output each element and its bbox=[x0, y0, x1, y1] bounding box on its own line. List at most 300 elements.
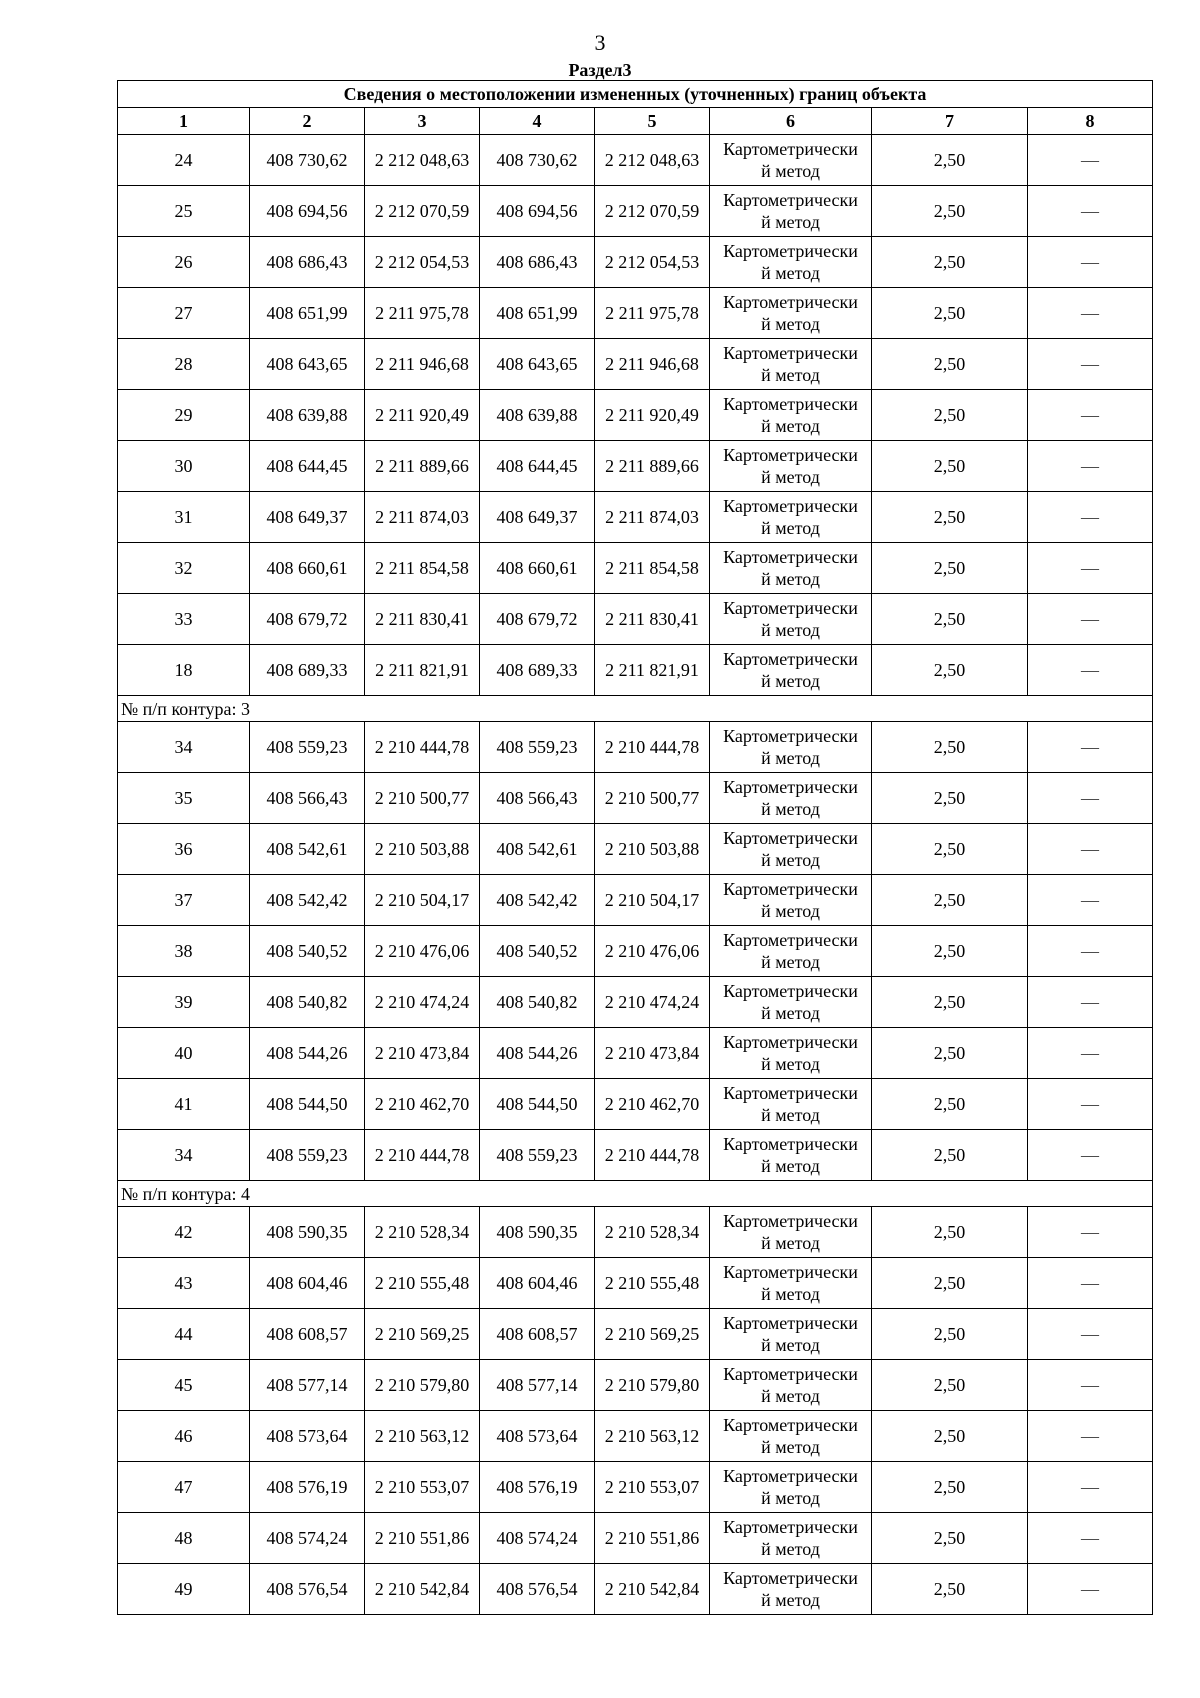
y-refined-cell: 2 211 874,03 bbox=[595, 492, 710, 543]
y-existing-cell: 2 210 579,80 bbox=[365, 1360, 480, 1411]
method-line-2: й метод bbox=[761, 1335, 820, 1355]
accuracy-cell: 2,50 bbox=[872, 1513, 1028, 1564]
y-refined-cell: 2 210 563,12 bbox=[595, 1411, 710, 1462]
point-number-cell: 24 bbox=[118, 135, 250, 186]
method-cell bbox=[710, 339, 872, 390]
y-existing-cell: 2 210 528,34 bbox=[365, 1207, 480, 1258]
y-refined-cell: 2 210 555,48 bbox=[595, 1258, 710, 1309]
method-cell bbox=[710, 288, 872, 339]
description-cell: — bbox=[1028, 543, 1153, 594]
y-existing-cell: 2 210 553,07 bbox=[365, 1462, 480, 1513]
y-refined-cell: 2 211 946,68 bbox=[595, 339, 710, 390]
description-cell: — bbox=[1028, 645, 1153, 696]
method-line-1: Картометрически bbox=[723, 190, 858, 210]
method-line-2: й метод bbox=[761, 1105, 820, 1125]
x-existing-cell: 408 644,45 bbox=[250, 441, 365, 492]
point-number-cell: 35 bbox=[118, 773, 250, 824]
method-line-2: й метод bbox=[761, 212, 820, 232]
x-refined-cell: 408 544,50 bbox=[480, 1079, 595, 1130]
description-cell: — bbox=[1028, 594, 1153, 645]
method-cell bbox=[710, 441, 872, 492]
y-existing-cell: 2 210 542,84 bbox=[365, 1564, 480, 1615]
table-row bbox=[118, 1309, 1153, 1360]
point-number-cell: 41 bbox=[118, 1079, 250, 1130]
method-line-1: Картометрически bbox=[723, 445, 858, 465]
description-cell: — bbox=[1028, 977, 1153, 1028]
accuracy-cell: 2,50 bbox=[872, 1207, 1028, 1258]
method-cell bbox=[710, 773, 872, 824]
method-line-1: Картометрически bbox=[723, 726, 858, 746]
method-cell bbox=[710, 594, 872, 645]
y-existing-cell: 2 211 920,49 bbox=[365, 390, 480, 441]
accuracy-cell: 2,50 bbox=[872, 288, 1028, 339]
point-number-cell: 40 bbox=[118, 1028, 250, 1079]
y-refined-cell: 2 211 975,78 bbox=[595, 288, 710, 339]
point-number-cell: 29 bbox=[118, 390, 250, 441]
accuracy-cell: 2,50 bbox=[872, 237, 1028, 288]
method-cell bbox=[710, 237, 872, 288]
method-cell bbox=[710, 1028, 872, 1079]
method-cell bbox=[710, 1207, 872, 1258]
description-cell: — bbox=[1028, 135, 1153, 186]
x-refined-cell: 408 651,99 bbox=[480, 288, 595, 339]
method-line-2: й метод bbox=[761, 263, 820, 283]
y-refined-cell: 2 210 542,84 bbox=[595, 1564, 710, 1615]
table-row bbox=[118, 1462, 1153, 1513]
method-cell bbox=[710, 926, 872, 977]
x-refined-cell: 408 644,45 bbox=[480, 441, 595, 492]
x-existing-cell: 408 643,65 bbox=[250, 339, 365, 390]
description-cell: — bbox=[1028, 390, 1153, 441]
x-existing-cell: 408 542,42 bbox=[250, 875, 365, 926]
method-line-1: Картометрически bbox=[723, 1134, 858, 1154]
method-line-1: Картометрически bbox=[723, 343, 858, 363]
y-existing-cell: 2 210 555,48 bbox=[365, 1258, 480, 1309]
y-existing-cell: 2 210 473,84 bbox=[365, 1028, 480, 1079]
x-existing-cell: 408 576,19 bbox=[250, 1462, 365, 1513]
x-refined-cell: 408 639,88 bbox=[480, 390, 595, 441]
method-cell bbox=[710, 1309, 872, 1360]
method-cell bbox=[710, 1411, 872, 1462]
method-line-2: й метод bbox=[761, 518, 820, 538]
x-existing-cell: 408 694,56 bbox=[250, 186, 365, 237]
method-line-2: й метод bbox=[761, 1539, 820, 1559]
section-title: Раздел3 bbox=[568, 60, 632, 80]
x-existing-cell: 408 566,43 bbox=[250, 773, 365, 824]
accuracy-cell: 2,50 bbox=[872, 1028, 1028, 1079]
column-number-row bbox=[118, 108, 1153, 135]
table-row bbox=[118, 1360, 1153, 1411]
x-refined-cell: 408 686,43 bbox=[480, 237, 595, 288]
method-cell bbox=[710, 722, 872, 773]
y-existing-cell: 2 212 048,63 bbox=[365, 135, 480, 186]
point-number-cell: 34 bbox=[118, 722, 250, 773]
table-row bbox=[118, 1258, 1153, 1309]
description-cell: — bbox=[1028, 875, 1153, 926]
x-refined-cell: 408 577,14 bbox=[480, 1360, 595, 1411]
point-number-cell: 48 bbox=[118, 1513, 250, 1564]
point-number-cell: 39 bbox=[118, 977, 250, 1028]
method-cell bbox=[710, 1130, 872, 1181]
method-cell bbox=[710, 543, 872, 594]
y-refined-cell: 2 210 444,78 bbox=[595, 1130, 710, 1181]
method-line-1: Картометрически bbox=[723, 1466, 858, 1486]
y-refined-cell: 2 210 528,34 bbox=[595, 1207, 710, 1258]
accuracy-cell: 2,50 bbox=[872, 875, 1028, 926]
description-cell: — bbox=[1028, 1079, 1153, 1130]
table-row bbox=[118, 824, 1153, 875]
x-existing-cell: 408 540,52 bbox=[250, 926, 365, 977]
x-existing-cell: 408 542,61 bbox=[250, 824, 365, 875]
method-line-1: Картометрически bbox=[723, 241, 858, 261]
x-refined-cell: 408 573,64 bbox=[480, 1411, 595, 1462]
method-line-1: Картометрически bbox=[723, 1032, 858, 1052]
point-number-cell: 32 bbox=[118, 543, 250, 594]
x-refined-cell: 408 643,65 bbox=[480, 339, 595, 390]
accuracy-cell: 2,50 bbox=[872, 1564, 1028, 1615]
description-cell: — bbox=[1028, 824, 1153, 875]
table-row bbox=[118, 926, 1153, 977]
y-existing-cell: 2 211 874,03 bbox=[365, 492, 480, 543]
x-refined-cell: 408 590,35 bbox=[480, 1207, 595, 1258]
method-line-2: й метод bbox=[761, 365, 820, 385]
method-cell bbox=[710, 875, 872, 926]
method-line-1: Картометрически bbox=[723, 1211, 858, 1231]
method-line-2: й метод bbox=[761, 569, 820, 589]
y-refined-cell: 2 211 889,66 bbox=[595, 441, 710, 492]
x-refined-cell: 408 544,26 bbox=[480, 1028, 595, 1079]
table-row bbox=[118, 441, 1153, 492]
method-line-2: й метод bbox=[761, 1156, 820, 1176]
table-row bbox=[118, 135, 1153, 186]
point-number-cell: 42 bbox=[118, 1207, 250, 1258]
column-number: 5 bbox=[595, 108, 710, 135]
accuracy-cell: 2,50 bbox=[872, 645, 1028, 696]
y-refined-cell: 2 210 462,70 bbox=[595, 1079, 710, 1130]
method-cell bbox=[710, 1564, 872, 1615]
x-refined-cell: 408 574,24 bbox=[480, 1513, 595, 1564]
x-refined-cell: 408 730,62 bbox=[480, 135, 595, 186]
accuracy-cell: 2,50 bbox=[872, 594, 1028, 645]
table-row bbox=[118, 186, 1153, 237]
accuracy-cell: 2,50 bbox=[872, 926, 1028, 977]
method-cell bbox=[710, 1258, 872, 1309]
table-row bbox=[118, 1513, 1153, 1564]
method-cell bbox=[710, 645, 872, 696]
method-line-1: Картометрически bbox=[723, 828, 858, 848]
method-cell bbox=[710, 186, 872, 237]
y-existing-cell: 2 212 070,59 bbox=[365, 186, 480, 237]
table-row bbox=[118, 492, 1153, 543]
y-existing-cell: 2 210 503,88 bbox=[365, 824, 480, 875]
accuracy-cell: 2,50 bbox=[872, 135, 1028, 186]
method-cell bbox=[710, 492, 872, 543]
method-cell bbox=[710, 390, 872, 441]
y-refined-cell: 2 210 504,17 bbox=[595, 875, 710, 926]
method-line-1: Картометрически bbox=[723, 1313, 858, 1333]
description-cell: — bbox=[1028, 773, 1153, 824]
x-existing-cell: 408 576,54 bbox=[250, 1564, 365, 1615]
method-line-1: Картометрически bbox=[723, 930, 858, 950]
y-existing-cell: 2 210 462,70 bbox=[365, 1079, 480, 1130]
y-existing-cell: 2 210 563,12 bbox=[365, 1411, 480, 1462]
description-cell: — bbox=[1028, 288, 1153, 339]
y-existing-cell: 2 211 946,68 bbox=[365, 339, 480, 390]
accuracy-cell: 2,50 bbox=[872, 543, 1028, 594]
method-cell bbox=[710, 135, 872, 186]
contour-label: № п/п контура: 4 bbox=[118, 1181, 1153, 1207]
y-existing-cell: 2 211 889,66 bbox=[365, 441, 480, 492]
y-existing-cell: 2 211 854,58 bbox=[365, 543, 480, 594]
y-existing-cell: 2 210 569,25 bbox=[365, 1309, 480, 1360]
accuracy-cell: 2,50 bbox=[872, 1258, 1028, 1309]
description-cell: — bbox=[1028, 237, 1153, 288]
y-refined-cell: 2 210 500,77 bbox=[595, 773, 710, 824]
y-existing-cell: 2 210 504,17 bbox=[365, 875, 480, 926]
method-line-1: Картометрически bbox=[723, 139, 858, 159]
description-cell: — bbox=[1028, 722, 1153, 773]
method-line-2: й метод bbox=[761, 620, 820, 640]
x-refined-cell: 408 566,43 bbox=[480, 773, 595, 824]
x-refined-cell: 408 608,57 bbox=[480, 1309, 595, 1360]
accuracy-cell: 2,50 bbox=[872, 339, 1028, 390]
y-refined-cell: 2 212 048,63 bbox=[595, 135, 710, 186]
y-existing-cell: 2 212 054,53 bbox=[365, 237, 480, 288]
method-cell bbox=[710, 824, 872, 875]
x-existing-cell: 408 649,37 bbox=[250, 492, 365, 543]
x-refined-cell: 408 679,72 bbox=[480, 594, 595, 645]
x-refined-cell: 408 540,52 bbox=[480, 926, 595, 977]
column-number: 2 bbox=[250, 108, 365, 135]
description-cell: — bbox=[1028, 186, 1153, 237]
method-line-1: Картометрически bbox=[723, 1083, 858, 1103]
description-cell: — bbox=[1028, 1462, 1153, 1513]
point-number-cell: 18 bbox=[118, 645, 250, 696]
x-existing-cell: 408 639,88 bbox=[250, 390, 365, 441]
point-number-cell: 44 bbox=[118, 1309, 250, 1360]
accuracy-cell: 2,50 bbox=[872, 1079, 1028, 1130]
y-refined-cell: 2 210 503,88 bbox=[595, 824, 710, 875]
method-line-2: й метод bbox=[761, 1003, 820, 1023]
y-existing-cell: 2 211 821,91 bbox=[365, 645, 480, 696]
table-row bbox=[118, 543, 1153, 594]
method-cell bbox=[710, 1513, 872, 1564]
table-row bbox=[118, 339, 1153, 390]
x-existing-cell: 408 574,24 bbox=[250, 1513, 365, 1564]
method-line-1: Картометрически bbox=[723, 1568, 858, 1588]
method-cell bbox=[710, 1462, 872, 1513]
x-refined-cell: 408 649,37 bbox=[480, 492, 595, 543]
column-number: 3 bbox=[365, 108, 480, 135]
method-line-1: Картометрически bbox=[723, 292, 858, 312]
accuracy-cell: 2,50 bbox=[872, 1411, 1028, 1462]
point-number-cell: 27 bbox=[118, 288, 250, 339]
method-line-2: й метод bbox=[761, 1054, 820, 1074]
table-row bbox=[118, 1130, 1153, 1181]
y-existing-cell: 2 210 500,77 bbox=[365, 773, 480, 824]
x-existing-cell: 408 590,35 bbox=[250, 1207, 365, 1258]
accuracy-cell: 2,50 bbox=[872, 1462, 1028, 1513]
method-line-1: Картометрически bbox=[723, 496, 858, 516]
table-row bbox=[118, 773, 1153, 824]
accuracy-cell: 2,50 bbox=[872, 1309, 1028, 1360]
accuracy-cell: 2,50 bbox=[872, 1360, 1028, 1411]
accuracy-cell: 2,50 bbox=[872, 492, 1028, 543]
description-cell: — bbox=[1028, 339, 1153, 390]
y-existing-cell: 2 210 444,78 bbox=[365, 722, 480, 773]
method-line-1: Картометрически bbox=[723, 547, 858, 567]
table-row bbox=[118, 1207, 1153, 1258]
point-number-cell: 46 bbox=[118, 1411, 250, 1462]
x-refined-cell: 408 559,23 bbox=[480, 722, 595, 773]
y-refined-cell: 2 210 474,24 bbox=[595, 977, 710, 1028]
description-cell: — bbox=[1028, 1513, 1153, 1564]
description-cell: — bbox=[1028, 1130, 1153, 1181]
method-line-2: й метод bbox=[761, 1488, 820, 1508]
column-number: 8 bbox=[1028, 108, 1153, 135]
y-existing-cell: 2 210 476,06 bbox=[365, 926, 480, 977]
description-cell: — bbox=[1028, 492, 1153, 543]
x-refined-cell: 408 540,82 bbox=[480, 977, 595, 1028]
boundary-coordinates-table bbox=[117, 80, 1153, 1615]
description-cell: — bbox=[1028, 1258, 1153, 1309]
method-line-2: й метод bbox=[761, 901, 820, 921]
point-number-cell: 45 bbox=[118, 1360, 250, 1411]
x-existing-cell: 408 573,64 bbox=[250, 1411, 365, 1462]
x-refined-cell: 408 689,33 bbox=[480, 645, 595, 696]
method-line-1: Картометрически bbox=[723, 394, 858, 414]
accuracy-cell: 2,50 bbox=[872, 441, 1028, 492]
x-existing-cell: 408 679,72 bbox=[250, 594, 365, 645]
method-cell bbox=[710, 977, 872, 1028]
x-existing-cell: 408 604,46 bbox=[250, 1258, 365, 1309]
table-row bbox=[118, 1079, 1153, 1130]
description-cell: — bbox=[1028, 1309, 1153, 1360]
table-row bbox=[118, 390, 1153, 441]
method-line-1: Картометрически bbox=[723, 1262, 858, 1282]
point-number-cell: 49 bbox=[118, 1564, 250, 1615]
column-number: 4 bbox=[480, 108, 595, 135]
accuracy-cell: 2,50 bbox=[872, 773, 1028, 824]
description-cell: — bbox=[1028, 1564, 1153, 1615]
method-cell bbox=[710, 1360, 872, 1411]
x-refined-cell: 408 694,56 bbox=[480, 186, 595, 237]
point-number-cell: 36 bbox=[118, 824, 250, 875]
x-existing-cell: 408 577,14 bbox=[250, 1360, 365, 1411]
method-line-1: Картометрически bbox=[723, 981, 858, 1001]
method-line-2: й метод bbox=[761, 799, 820, 819]
description-cell: — bbox=[1028, 441, 1153, 492]
method-line-1: Картометрически bbox=[723, 1364, 858, 1384]
x-refined-cell: 408 660,61 bbox=[480, 543, 595, 594]
x-existing-cell: 408 608,57 bbox=[250, 1309, 365, 1360]
y-existing-cell: 2 211 830,41 bbox=[365, 594, 480, 645]
table-row bbox=[118, 288, 1153, 339]
y-existing-cell: 2 210 551,86 bbox=[365, 1513, 480, 1564]
contour-header-row bbox=[118, 696, 1153, 722]
method-line-2: й метод bbox=[761, 1233, 820, 1253]
method-line-1: Картометрически bbox=[723, 1517, 858, 1537]
method-line-2: й метод bbox=[761, 671, 820, 691]
x-existing-cell: 408 544,50 bbox=[250, 1079, 365, 1130]
y-refined-cell: 2 210 553,07 bbox=[595, 1462, 710, 1513]
method-line-2: й метод bbox=[761, 1590, 820, 1610]
point-number-cell: 43 bbox=[118, 1258, 250, 1309]
accuracy-cell: 2,50 bbox=[872, 977, 1028, 1028]
table-body bbox=[118, 135, 1153, 1615]
x-refined-cell: 408 576,19 bbox=[480, 1462, 595, 1513]
y-refined-cell: 2 210 551,86 bbox=[595, 1513, 710, 1564]
point-number-cell: 47 bbox=[118, 1462, 250, 1513]
x-refined-cell: 408 604,46 bbox=[480, 1258, 595, 1309]
x-existing-cell: 408 689,33 bbox=[250, 645, 365, 696]
method-line-1: Картометрически bbox=[723, 1415, 858, 1435]
y-refined-cell: 2 211 854,58 bbox=[595, 543, 710, 594]
y-refined-cell: 2 212 054,53 bbox=[595, 237, 710, 288]
method-line-2: й метод bbox=[761, 161, 820, 181]
point-number-cell: 25 bbox=[118, 186, 250, 237]
accuracy-cell: 2,50 bbox=[872, 722, 1028, 773]
method-line-1: Картометрически bbox=[723, 598, 858, 618]
accuracy-cell: 2,50 bbox=[872, 186, 1028, 237]
contour-header-row bbox=[118, 1181, 1153, 1207]
method-line-2: й метод bbox=[761, 467, 820, 487]
method-line-1: Картометрически bbox=[723, 879, 858, 899]
accuracy-cell: 2,50 bbox=[872, 1130, 1028, 1181]
x-refined-cell: 408 542,42 bbox=[480, 875, 595, 926]
method-line-2: й метод bbox=[761, 1437, 820, 1457]
method-cell bbox=[710, 1079, 872, 1130]
point-number-cell: 34 bbox=[118, 1130, 250, 1181]
table-row bbox=[118, 1564, 1153, 1615]
table-row bbox=[118, 1411, 1153, 1462]
method-line-2: й метод bbox=[761, 952, 820, 972]
x-existing-cell: 408 540,82 bbox=[250, 977, 365, 1028]
description-cell: — bbox=[1028, 1360, 1153, 1411]
point-number-cell: 37 bbox=[118, 875, 250, 926]
x-existing-cell: 408 559,23 bbox=[250, 1130, 365, 1181]
method-line-2: й метод bbox=[761, 1386, 820, 1406]
contour-label: № п/п контура: 3 bbox=[118, 696, 1153, 722]
y-refined-cell: 2 210 444,78 bbox=[595, 722, 710, 773]
accuracy-cell: 2,50 bbox=[872, 390, 1028, 441]
point-number-cell: 33 bbox=[118, 594, 250, 645]
method-line-2: й метод bbox=[761, 416, 820, 436]
x-refined-cell: 408 576,54 bbox=[480, 1564, 595, 1615]
y-existing-cell: 2 211 975,78 bbox=[365, 288, 480, 339]
point-number-cell: 31 bbox=[118, 492, 250, 543]
description-cell: — bbox=[1028, 1411, 1153, 1462]
point-number-cell: 28 bbox=[118, 339, 250, 390]
y-refined-cell: 2 211 821,91 bbox=[595, 645, 710, 696]
column-number: 1 bbox=[118, 108, 250, 135]
y-existing-cell: 2 210 444,78 bbox=[365, 1130, 480, 1181]
y-refined-cell: 2 210 569,25 bbox=[595, 1309, 710, 1360]
column-number: 6 bbox=[710, 108, 872, 135]
point-number-cell: 26 bbox=[118, 237, 250, 288]
x-existing-cell: 408 651,99 bbox=[250, 288, 365, 339]
y-refined-cell: 2 211 830,41 bbox=[595, 594, 710, 645]
y-refined-cell: 2 210 579,80 bbox=[595, 1360, 710, 1411]
table-row bbox=[118, 722, 1153, 773]
description-cell: — bbox=[1028, 1028, 1153, 1079]
x-existing-cell: 408 660,61 bbox=[250, 543, 365, 594]
y-refined-cell: 2 210 476,06 bbox=[595, 926, 710, 977]
point-number-cell: 30 bbox=[118, 441, 250, 492]
table-row bbox=[118, 237, 1153, 288]
point-number-cell: 38 bbox=[118, 926, 250, 977]
table-row bbox=[118, 645, 1153, 696]
